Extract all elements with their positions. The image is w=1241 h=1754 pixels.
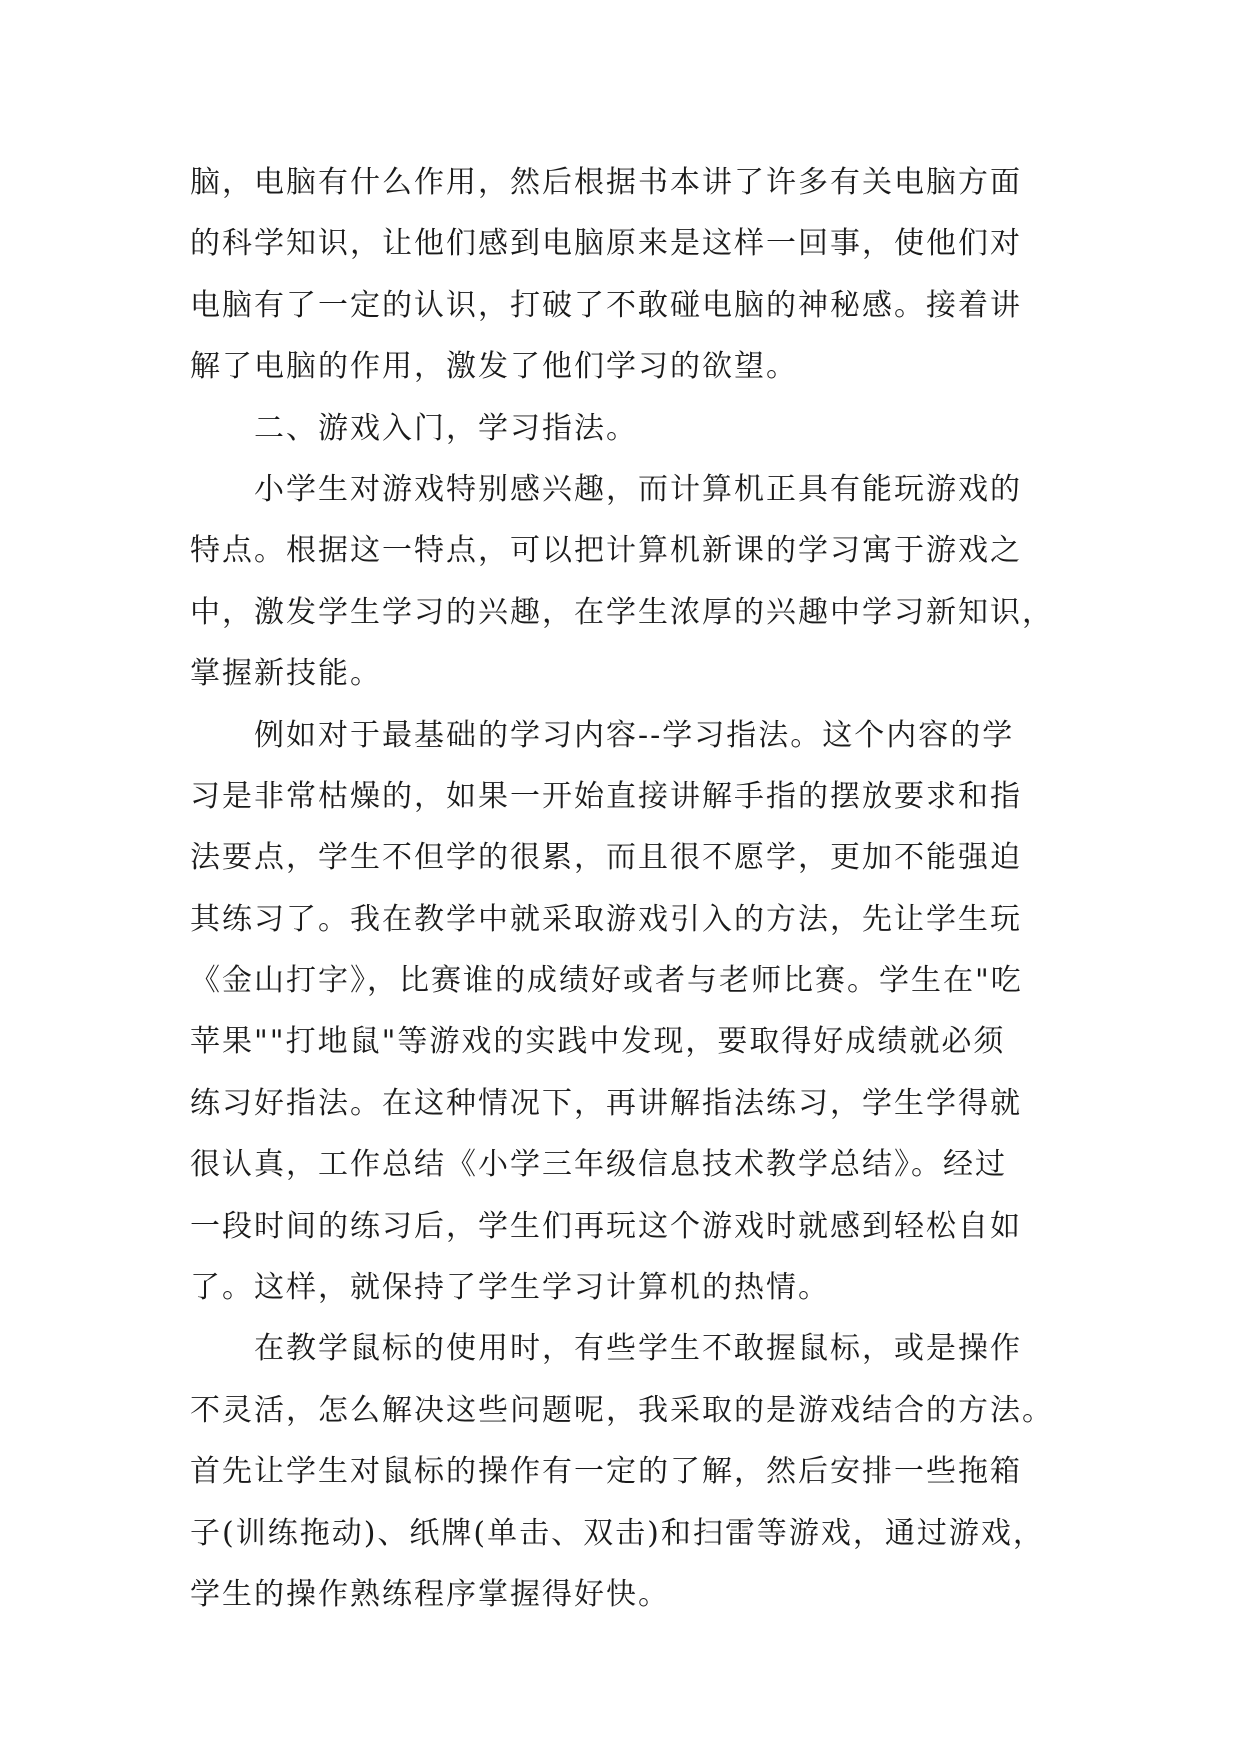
text-line: 在教学鼠标的使用时，有些学生不敢握鼠标，或是操作 (254, 1331, 1022, 1367)
text-line: 不灵活，怎么解决这些问题呢，我采取的是游戏结合的方法。 (190, 1392, 1054, 1428)
text-line: 掌握新技能。 (190, 656, 382, 692)
text-line: 很认真，工作总结《小学三年级信息技术教学总结》。经过 (190, 1147, 1007, 1183)
section-heading: 二、游戏入门，学习指法。 (254, 410, 638, 446)
text-line: 《金山打字》，比赛谁的成绩好或者与老师比赛。学生在"吃 (190, 963, 1023, 999)
text-line: 脑，电脑有什么作用，然后根据书本讲了许多有关电脑方面 (190, 165, 1022, 200)
text-line: 了。这样，就保持了学生学习计算机的热情。 (190, 1270, 830, 1306)
text-line: 小学生对游戏特别感兴趣，而计算机正具有能玩游戏的 (254, 471, 1022, 507)
text-line: 苹果""打地鼠"等游戏的实践中发现，要取得好成绩就必须 (190, 1024, 1006, 1060)
text-line: 电脑有了一定的认识，打破了不敢碰电脑的神秘感。接着讲 (190, 287, 1022, 323)
text-line: 特点。根据这一特点，可以把计算机新课的学习寓于游戏之 (190, 533, 1022, 569)
text-line: 法要点，学生不但学的很累，而且很不愿学，更加不能强迫 (190, 840, 1022, 876)
text-line: 例如对于最基础的学习内容--学习指法。这个内容的学 (254, 717, 1015, 753)
text-line: 首先让学生对鼠标的操作有一定的了解，然后安排一些拖箱 (190, 1454, 1022, 1490)
text-line: 练习好指法。在这种情况下，再讲解指法练习，学生学得就 (190, 1085, 1022, 1121)
text-line: 解了电脑的作用，激发了他们学习的欲望。 (190, 349, 798, 385)
text-line: 其练习了。我在教学中就采取游戏引入的方法，先让学生玩 (190, 901, 1022, 937)
text-line: 习是非常枯燥的，如果一开始直接讲解手指的摆放要求和指 (190, 778, 1022, 814)
text-line: 一段时间的练习后，学生们再玩这个游戏时就感到轻松自如 (190, 1208, 1022, 1244)
text-line: 中，激发学生学习的兴趣，在学生浓厚的兴趣中学习新知识， (190, 594, 1054, 630)
text-line: 学生的操作熟练程序掌握得好快。 (190, 1576, 670, 1612)
text-line: 子(训练拖动)、纸牌(单击、双击)和扫雷等游戏，通过游戏， (190, 1515, 1045, 1551)
body-text (190, 152, 1060, 1625)
text-line: 的科学知识，让他们感到电脑原来是这样一回事，使他们对 (190, 226, 1022, 262)
